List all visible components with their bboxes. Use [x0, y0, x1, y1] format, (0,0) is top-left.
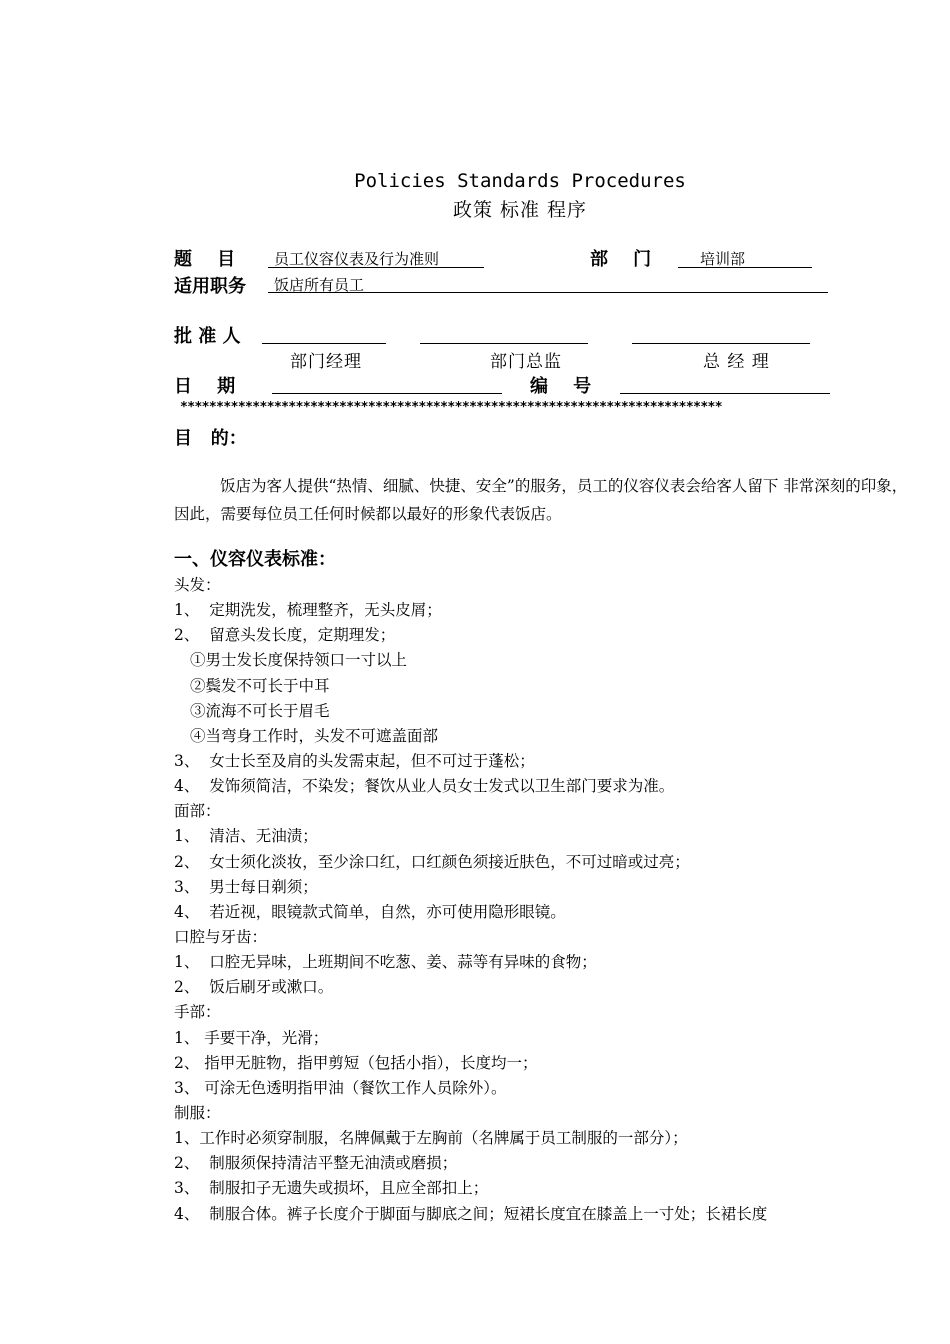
list-item: 2、 饭后刷牙或漱口。: [174, 978, 334, 997]
date-label: 日 期: [174, 376, 236, 397]
department-underline: [678, 267, 812, 268]
list-item: 3、 女士长至及肩的头发需束起，但不可过于蓬松；: [174, 751, 535, 770]
approver-line-1: [262, 343, 386, 344]
list-item: 面部：: [174, 802, 221, 821]
approver-line-3: [632, 343, 810, 344]
applicable-label: 适用职务: [174, 276, 246, 297]
caption-dept-manager: 部门经理: [290, 352, 362, 372]
approver-label: 批 准 人: [174, 326, 241, 347]
number-underline: [620, 393, 830, 394]
title-chinese: 政策 标准 程序: [452, 199, 588, 221]
list-item: 3、 可涂无色透明指甲油（餐饮工作人员除外）。: [174, 1078, 507, 1097]
purpose-heading: 目 的：: [174, 428, 247, 449]
section-lines: [174, 573, 767, 1227]
subject-value: 员工仪容仪表及行为准则: [274, 250, 440, 268]
subject-label: 题 目: [174, 249, 236, 270]
department-label: 部 门: [590, 249, 652, 270]
title-english: Policies Standards Procedures: [354, 170, 686, 192]
list-item: 口腔与牙齿：: [174, 927, 268, 946]
list-item: 1、工作时必须穿制服，名牌佩戴于左胸前（名牌属于员工制服的一部分）；: [174, 1129, 688, 1148]
list-item: ①男士发长度保持领口一寸以上: [190, 651, 408, 670]
list-item: 4、 制服合体。裤子长度介于脚面与脚底之间；短裙长度宜在膝盖上一寸处；长裙长度: [174, 1204, 768, 1223]
applicable-underline: [268, 292, 828, 293]
list-item: 1、 清洁、无油渍；: [174, 827, 318, 846]
list-item: 2、 留意头发长度，定期理发；: [174, 626, 396, 645]
list-item: 4、 发饰须简洁，不染发；餐饮从业人员女士发式以卫生部门要求为准。: [174, 777, 675, 796]
list-item: ②鬓发不可长于中耳: [190, 676, 330, 695]
section-heading: 一、仪容仪表标准：: [174, 549, 336, 570]
list-item: 3、 制服扣子无遗失或损坏，且应全部扣上；: [174, 1179, 489, 1198]
list-item: 2、 女士须化淡妆，至少涂口红，口红颜色须接近肤色，不可过暗或过亮；: [174, 852, 690, 871]
list-item: 手部：: [174, 1003, 221, 1022]
purpose-paragraph: [174, 472, 916, 528]
number-label: 编 号: [530, 376, 592, 397]
subject-underline: [268, 267, 484, 268]
applicable-value: 饭店所有员工: [274, 276, 365, 294]
list-item: 1、 手要干净，光滑；: [174, 1028, 329, 1047]
approver-line-2: [420, 343, 588, 344]
list-item: 3、 男士每日剃须；: [174, 877, 318, 896]
list-item: 4、 若近视，眼镜款式简单，自然，亦可使用隐形眼镜。: [174, 902, 566, 921]
list-item: ④当弯身工作时，头发不可遮盖面部: [190, 726, 439, 745]
list-item: 1、 口腔无异味，上班期间不吃葱、姜、蒜等有异味的食物；: [174, 953, 597, 972]
list-item: 制服：: [174, 1103, 221, 1122]
separator-line: ***************************************************************************: [180, 400, 723, 415]
list-item: 头发：: [174, 576, 221, 594]
list-item: 1、 定期洗发，梳理整齐，无头皮屑；: [174, 601, 442, 620]
purpose-text: 饭店为客人提供“热情、细腻、快捷、安全”的服务，员工的仪容仪表会给客人留下 非常深刻的印象，因此，需要每位员工任何时候都以最好的形象代表饭店。: [174, 477, 908, 523]
list-item: 2、 制服须保持清洁平整无油渍或磨损；: [174, 1154, 458, 1173]
caption-dept-director: 部门总监: [490, 352, 562, 372]
caption-general-manager: 总 经 理: [703, 352, 770, 372]
list-item: ③流海不可长于眉毛: [190, 701, 330, 720]
list-item: 2、 指甲无脏物，指甲剪短（包括小指），长度均一；: [174, 1053, 538, 1072]
date-underline: [272, 393, 502, 394]
department-value: 培训部: [700, 250, 746, 268]
